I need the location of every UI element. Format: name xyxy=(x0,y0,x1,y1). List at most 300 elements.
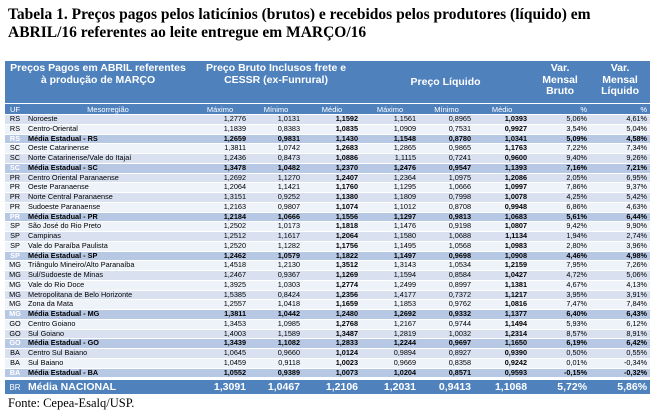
table-cell-var-gross: 8,57% xyxy=(530,329,590,339)
table-cell-var-gross: 2,80% xyxy=(530,241,590,251)
table-cell-name: Centro Oriental Paranaense xyxy=(25,173,191,183)
table-cell-gross-min: 0,8383 xyxy=(249,124,303,134)
table-cell-uf: PR xyxy=(5,173,25,183)
table-cell-uf: GO xyxy=(5,339,25,349)
table-row xyxy=(5,232,650,242)
table-cell-gross-min: 1,1082 xyxy=(249,339,303,349)
table-cell-net-max: 1,2692 xyxy=(361,310,419,320)
table-cell-net-avg: 0,9593 xyxy=(474,368,530,379)
table-cell-var-net: 5,06% xyxy=(590,271,650,281)
table-cell-net-avg: 1,0908 xyxy=(474,251,530,261)
table-cell-gross-min: 0,9389 xyxy=(249,368,303,379)
table-cell-uf: MG xyxy=(5,300,25,310)
table-cell-net-avg: 0,9242 xyxy=(474,358,530,368)
table-cell-name: Média Estadual - BA xyxy=(25,368,191,379)
table-cell-uf: MG xyxy=(5,280,25,290)
table-cell-uf: BA xyxy=(5,358,25,368)
table-cell-net-avg: 0,9390 xyxy=(474,349,530,359)
table-cell-net-max: 1,1853 xyxy=(361,300,419,310)
table-cell-name: Norte Central Paranaense xyxy=(25,193,191,203)
source-note: Fonte: Cepea-Esalq/USP. xyxy=(8,396,135,410)
table-cell-net-avg: 1,1217 xyxy=(474,290,530,300)
table-row xyxy=(5,193,650,203)
table-cell-net-max: 1,1594 xyxy=(361,271,419,281)
table-cell-uf: BR xyxy=(5,379,25,395)
table-cell-var-net: 6,43% xyxy=(590,310,650,320)
table-row xyxy=(5,261,650,271)
header-gross-min: Mínimo xyxy=(249,104,303,115)
table-cell-gross-max: 1,4003 xyxy=(191,329,249,339)
table-cell-net-min: 0,9697 xyxy=(419,339,474,349)
table-cell-net-min: 0,7998 xyxy=(419,193,474,203)
table-cell-net-max: 1,2476 xyxy=(361,163,419,173)
table-cell-net-min: 0,8358 xyxy=(419,358,474,368)
table-cell-net-max: 1,2865 xyxy=(361,144,419,154)
table-cell-gross-avg: 1,2407 xyxy=(303,173,361,183)
table-cell-var-net: 9,26% xyxy=(590,154,650,164)
table-cell-gross-min: 1,1270 xyxy=(249,173,303,183)
table-cell-uf: GO xyxy=(5,319,25,329)
header-prices-paid: Preços Pagos em ABRIL referentes à produção de MARÇO xyxy=(5,61,191,104)
table-cell-gross-avg: 1,0835 xyxy=(303,124,361,134)
table-cell-uf: BA xyxy=(5,349,25,359)
table-cell-gross-avg: 1,2833 xyxy=(303,339,361,349)
table-cell-net-avg: 1,1134 xyxy=(474,232,530,242)
table-cell-net-min: 0,8965 xyxy=(419,115,474,125)
table-row xyxy=(5,115,650,125)
table-cell-name: Centro Goiano xyxy=(25,319,191,329)
table-cell-net-min: 0,9547 xyxy=(419,163,474,173)
table-cell-var-net: 6,12% xyxy=(590,319,650,329)
table-cell-gross-max: 1,2184 xyxy=(191,212,249,222)
table-title: Tabela 1. Preços pagos pelos laticínios (brutos) e recebidos pelos produtores (líquido) em ABRIL/16 referentes ao leite entregue em MARÇO/16 xyxy=(8,6,591,41)
table-cell-name: Sudoeste Paranaense xyxy=(25,202,191,212)
header-gross-avg: Médio xyxy=(303,104,361,115)
table-cell-net-min: 0,7241 xyxy=(419,154,474,164)
table-cell-net-max: 1,1476 xyxy=(361,222,419,232)
table-cell-uf: SP xyxy=(5,222,25,232)
table-cell-gross-max: 1,1839 xyxy=(191,124,249,134)
table-cell-uf: PR xyxy=(5,212,25,222)
national-average-row xyxy=(5,379,650,395)
table-cell-gross-max: 1,2502 xyxy=(191,222,249,232)
table-cell-net-max: 1,1548 xyxy=(361,134,419,144)
table-cell-net-min: 1,0688 xyxy=(419,232,474,242)
header-net-price: Preço Líquido xyxy=(361,61,530,104)
table-cell-var-gross: 6,19% xyxy=(530,339,590,349)
table-cell-gross-min: 0,9367 xyxy=(249,271,303,281)
table-cell-gross-min: 0,9807 xyxy=(249,202,303,212)
table-cell-net-min: 1,0568 xyxy=(419,241,474,251)
table-cell-var-net: 9,37% xyxy=(590,183,650,193)
table-cell-uf: MG xyxy=(5,290,25,300)
table-cell-net-min: 0,8708 xyxy=(419,202,474,212)
table-cell-net-avg: 0,9927 xyxy=(474,124,530,134)
table-cell-net-min: 0,9332 xyxy=(419,310,474,320)
table-cell-net-min: 1,0534 xyxy=(419,261,474,271)
header-pct-gross: % xyxy=(530,104,590,115)
table-cell-net-min: 0,7531 xyxy=(419,124,474,134)
table-cell-gross-max: 1,3478 xyxy=(191,163,249,173)
table-cell-net-min: 0,7372 xyxy=(419,290,474,300)
table-cell-net-avg: 1,0078 xyxy=(474,193,530,203)
table-cell-var-gross: 4,67% xyxy=(530,280,590,290)
table-cell-gross-max: 1,2776 xyxy=(191,115,249,125)
table-cell-net-max: 1,3143 xyxy=(361,261,419,271)
state-average-row xyxy=(5,339,650,349)
table-cell-name: Noroeste xyxy=(25,115,191,125)
table-cell-name: Média Estadual - PR xyxy=(25,212,191,222)
table-cell-gross-avg: 1,1430 xyxy=(303,134,361,144)
table-cell-var-net: -0,32% xyxy=(590,368,650,379)
table-cell-gross-avg: 1,1659 xyxy=(303,300,361,310)
table-cell-net-max: 1,2167 xyxy=(361,319,419,329)
table-cell-uf: MG xyxy=(5,261,25,271)
state-average-row xyxy=(5,212,650,222)
table-cell-uf: BA xyxy=(5,368,25,379)
table-cell-gross-avg: 1,2480 xyxy=(303,310,361,320)
table-cell-var-net: 6,95% xyxy=(590,173,650,183)
table-cell-gross-max: 1,4518 xyxy=(191,261,249,271)
table-cell-gross-avg: 1,2356 xyxy=(303,290,361,300)
table-cell-name: Sul/Sudoeste de Minas xyxy=(25,271,191,281)
table-cell-uf: MG xyxy=(5,271,25,281)
table-cell-name: Vale do Paraíba Paulista xyxy=(25,241,191,251)
table-cell-name: Metropolitana de Belo Horizonte xyxy=(25,290,191,300)
table-row xyxy=(5,154,650,164)
table-cell-var-net: 7,26% xyxy=(590,261,650,271)
state-average-row xyxy=(5,310,650,320)
table-cell-gross-avg: 1,2370 xyxy=(303,163,361,173)
table-cell-var-net: 6,44% xyxy=(590,212,650,222)
table-cell-gross-avg: 1,2774 xyxy=(303,280,361,290)
table-cell-gross-max: 1,0645 xyxy=(191,349,249,359)
table-row xyxy=(5,271,650,281)
table-cell-gross-min: 1,0985 xyxy=(249,319,303,329)
table-cell-gross-avg: 1,1269 xyxy=(303,271,361,281)
table-cell-net-avg: 1,1381 xyxy=(474,280,530,290)
table-cell-uf: PR xyxy=(5,193,25,203)
table-cell-net-min: 0,9698 xyxy=(419,251,474,261)
table-cell-gross-avg: 1,1756 xyxy=(303,241,361,251)
table-cell-var-net: 7,34% xyxy=(590,144,650,154)
table-cell-gross-min: 1,1617 xyxy=(249,232,303,242)
table-cell-var-net: 0,55% xyxy=(590,349,650,359)
table-body xyxy=(5,115,650,379)
state-average-row xyxy=(5,134,650,144)
table-cell-gross-max: 1,2064 xyxy=(191,183,249,193)
table-cell-var-gross: 1,94% xyxy=(530,232,590,242)
table-cell-net-max: 1,1295 xyxy=(361,183,419,193)
table-cell-net-avg: 1,1377 xyxy=(474,310,530,320)
table-cell-var-gross: 6,40% xyxy=(530,310,590,320)
header-var-net: Var. Mensal Líquido xyxy=(590,61,650,104)
table-cell-gross-min: 1,1421 xyxy=(249,183,303,193)
table-cell-uf: SC xyxy=(5,144,25,154)
table-cell-var-gross: 0,50% xyxy=(530,349,590,359)
table-cell-net-max: 1,1580 xyxy=(361,232,419,242)
table-cell-var-net: 4,63% xyxy=(590,202,650,212)
header-gross-max: Máximo xyxy=(191,104,249,115)
table-cell-gross-avg: 1,1074 xyxy=(303,202,361,212)
table-cell-var-gross: 7,22% xyxy=(530,144,590,154)
table-cell-net-min: 0,9413 xyxy=(419,379,474,395)
table-cell-gross-max: 1,0459 xyxy=(191,358,249,368)
table-cell-net-max: 1,0204 xyxy=(361,368,419,379)
table-cell-gross-max: 1,2462 xyxy=(191,251,249,261)
table-cell-var-net: 4,61% xyxy=(590,115,650,125)
table-cell-var-net: 3,96% xyxy=(590,241,650,251)
table-cell-net-max: 1,1115 xyxy=(361,154,419,164)
table-cell-net-avg: 1,1068 xyxy=(474,379,530,395)
table-cell-var-gross: 3,54% xyxy=(530,124,590,134)
table-cell-var-net: -0,34% xyxy=(590,358,650,368)
table-cell-gross-max: 1,3811 xyxy=(191,144,249,154)
table-cell-uf: GO xyxy=(5,329,25,339)
header-gross-price: Preço Bruto Inclusos frete e CESSR (ex-Funrural) xyxy=(191,61,361,104)
table-cell-gross-avg: 1,0886 xyxy=(303,154,361,164)
table-cell-gross-max: 1,2512 xyxy=(191,232,249,242)
table-cell-name: Sul Goiano xyxy=(25,329,191,339)
table-cell-gross-avg: 1,3487 xyxy=(303,329,361,339)
table-cell-net-max: 0,9669 xyxy=(361,358,419,368)
table-cell-gross-max: 1,3439 xyxy=(191,339,249,349)
header-uf: UF xyxy=(5,104,25,115)
table-cell-var-gross: 5,06% xyxy=(530,115,590,125)
table-row xyxy=(5,202,650,212)
table-cell-var-gross: 4,72% xyxy=(530,271,590,281)
table-cell-net-avg: 1,0807 xyxy=(474,222,530,232)
table-cell-net-max: 1,2499 xyxy=(361,280,419,290)
table-cell-name: Média Estadual - SP xyxy=(25,251,191,261)
table-cell-gross-max: 1,3811 xyxy=(191,310,249,320)
table-cell-net-max: 1,4177 xyxy=(361,290,419,300)
table-cell-gross-avg: 1,1592 xyxy=(303,115,361,125)
table-cell-uf: SP xyxy=(5,251,25,261)
table-cell-gross-max: 1,2520 xyxy=(191,241,249,251)
table-cell-var-gross: 4,46% xyxy=(530,251,590,261)
table-cell-net-min: 0,9744 xyxy=(419,319,474,329)
table-cell-var-gross: 6,86% xyxy=(530,202,590,212)
table-cell-net-max: 1,2031 xyxy=(361,379,419,395)
table-cell-var-gross: 2,05% xyxy=(530,173,590,183)
table-row xyxy=(5,124,650,134)
table-cell-net-min: 0,8571 xyxy=(419,368,474,379)
table-cell-gross-max: 1,3925 xyxy=(191,280,249,290)
table-cell-gross-avg: 1,2683 xyxy=(303,144,361,154)
table-cell-gross-min: 1,0131 xyxy=(249,115,303,125)
table-cell-uf: MG xyxy=(5,310,25,320)
table-cell-name: Norte Catarinense/Vale do Itajaí xyxy=(25,154,191,164)
table-cell-gross-min: 1,0418 xyxy=(249,300,303,310)
table-row xyxy=(5,319,650,329)
table-cell-gross-avg: 1,1760 xyxy=(303,183,361,193)
table-cell-name: Triângulo Mineiro/Alto Paranaíba xyxy=(25,261,191,271)
table-cell-net-avg: 1,0816 xyxy=(474,300,530,310)
table-cell-gross-avg: 1,1822 xyxy=(303,251,361,261)
table-cell-gross-max: 1,2467 xyxy=(191,271,249,281)
table-cell-uf: PR xyxy=(5,202,25,212)
table-cell-gross-max: 1,3453 xyxy=(191,319,249,329)
table-cell-net-min: 0,9813 xyxy=(419,212,474,222)
table-cell-gross-max: 1,3151 xyxy=(191,193,249,203)
table-cell-net-min: 0,9762 xyxy=(419,300,474,310)
header-var-gross: Var. Mensal Bruto xyxy=(530,61,590,104)
table-cell-var-net: 5,42% xyxy=(590,193,650,203)
table-cell-name: Vale do Rio Doce xyxy=(25,280,191,290)
table-cell-var-gross: 0,01% xyxy=(530,358,590,368)
table-cell-net-min: 0,9198 xyxy=(419,222,474,232)
table-cell-gross-avg: 1,2768 xyxy=(303,319,361,329)
table-cell-var-net: 4,13% xyxy=(590,280,650,290)
table-cell-gross-max: 1,2163 xyxy=(191,202,249,212)
table-cell-var-net: 5,04% xyxy=(590,124,650,134)
table-cell-net-min: 1,0666 xyxy=(419,183,474,193)
table-cell-var-gross: 3,95% xyxy=(530,290,590,300)
table-cell-name: Oeste Paranaense xyxy=(25,183,191,193)
table-cell-net-max: 1,0909 xyxy=(361,124,419,134)
table-cell-net-avg: 0,9948 xyxy=(474,202,530,212)
table-cell-var-gross: 5,72% xyxy=(530,379,590,395)
table-cell-gross-avg: 1,3512 xyxy=(303,261,361,271)
table-cell-gross-min: 1,0442 xyxy=(249,310,303,320)
table-cell-gross-min: 1,0579 xyxy=(249,251,303,261)
table-cell-name: Campinas xyxy=(25,232,191,242)
table-row xyxy=(5,329,650,339)
table-cell-var-gross: 5,09% xyxy=(530,134,590,144)
table-cell-net-avg: 1,2086 xyxy=(474,173,530,183)
table-cell-var-gross: 7,86% xyxy=(530,183,590,193)
table-cell-name: Oeste Catarinense xyxy=(25,144,191,154)
table-cell-uf: SP xyxy=(5,232,25,242)
table-cell-var-gross: -0,15% xyxy=(530,368,590,379)
table-cell-net-avg: 1,1494 xyxy=(474,319,530,329)
table-cell-gross-max: 1,2557 xyxy=(191,300,249,310)
table-cell-net-max: 1,1809 xyxy=(361,193,419,203)
header-net-avg: Médio xyxy=(474,104,530,115)
state-average-row xyxy=(5,163,650,173)
table-cell-gross-avg: 1,2064 xyxy=(303,232,361,242)
table-cell-gross-avg: 1,0023 xyxy=(303,358,361,368)
table-cell-gross-max: 1,2659 xyxy=(191,134,249,144)
table-row xyxy=(5,183,650,193)
table-cell-uf: SC xyxy=(5,154,25,164)
table-cell-gross-min: 0,9118 xyxy=(249,358,303,368)
table-cell-var-gross: 9,40% xyxy=(530,154,590,164)
header-pct-net: % xyxy=(590,104,650,115)
table-cell-name: Zona da Mata xyxy=(25,300,191,310)
table-row xyxy=(5,173,650,183)
table-cell-var-net: 8,91% xyxy=(590,329,650,339)
table-cell-name: Sul Baiano xyxy=(25,358,191,368)
table-cell-gross-max: 1,3091 xyxy=(191,379,249,395)
table-cell-net-max: 1,1561 xyxy=(361,115,419,125)
table-cell-gross-min: 1,1589 xyxy=(249,329,303,339)
table-cell-name: Média Estadual - MG xyxy=(25,310,191,320)
table-cell-var-net: 2,74% xyxy=(590,232,650,242)
header-net-min: Mínimo xyxy=(419,104,474,115)
table-cell-net-min: 0,8780 xyxy=(419,134,474,144)
table-row xyxy=(5,290,650,300)
table-row xyxy=(5,222,650,232)
table-cell-gross-max: 1,2692 xyxy=(191,173,249,183)
table-cell-net-avg: 1,2314 xyxy=(474,329,530,339)
table-cell-uf: SP xyxy=(5,241,25,251)
table-cell-name: Média Estadual - GO xyxy=(25,339,191,349)
table-cell-gross-max: 1,0552 xyxy=(191,368,249,379)
table-cell-net-avg: 1,2159 xyxy=(474,261,530,271)
table-row xyxy=(5,280,650,290)
table-cell-gross-max: 1,2436 xyxy=(191,154,249,164)
table-cell-gross-min: 0,8473 xyxy=(249,154,303,164)
table-cell-gross-min: 1,0467 xyxy=(249,379,303,395)
table-cell-gross-min: 0,9660 xyxy=(249,349,303,359)
table-cell-uf: RS xyxy=(5,124,25,134)
table-cell-gross-avg: 1,1556 xyxy=(303,212,361,222)
table-cell-uf: RS xyxy=(5,134,25,144)
table-cell-gross-min: 1,0666 xyxy=(249,212,303,222)
state-average-row xyxy=(5,368,650,379)
table-cell-gross-min: 1,1282 xyxy=(249,241,303,251)
table-cell-gross-avg: 1,1380 xyxy=(303,193,361,203)
table-cell-net-min: 1,0032 xyxy=(419,329,474,339)
table-cell-gross-min: 1,0303 xyxy=(249,280,303,290)
table-cell-net-min: 1,0975 xyxy=(419,173,474,183)
table-cell-net-max: 1,2244 xyxy=(361,339,419,349)
table-cell-net-max: 1,2819 xyxy=(361,329,419,339)
table-cell-gross-max: 1,5385 xyxy=(191,290,249,300)
table-cell-var-gross: 5,93% xyxy=(530,319,590,329)
table-cell-var-net: 4,58% xyxy=(590,134,650,144)
table-cell-net-avg: 0,9600 xyxy=(474,154,530,164)
table-cell-net-max: 0,9894 xyxy=(361,349,419,359)
table-cell-net-avg: 1,0983 xyxy=(474,241,530,251)
table-cell-gross-min: 1,0482 xyxy=(249,163,303,173)
table-cell-net-max: 1,1297 xyxy=(361,212,419,222)
table-cell-net-max: 1,1012 xyxy=(361,202,419,212)
table-cell-uf: PR xyxy=(5,183,25,193)
table-cell-net-avg: 1,1650 xyxy=(474,339,530,349)
table-row xyxy=(5,300,650,310)
table-cell-gross-avg: 1,0073 xyxy=(303,368,361,379)
table-cell-net-avg: 1,1763 xyxy=(474,144,530,154)
table-cell-var-gross: 7,47% xyxy=(530,300,590,310)
table-cell-gross-avg: 1,2106 xyxy=(303,379,361,395)
table-row xyxy=(5,349,650,359)
table-cell-name: Centro Sul Baiano xyxy=(25,349,191,359)
table-cell-gross-min: 1,0742 xyxy=(249,144,303,154)
table-cell-gross-avg: 1,0124 xyxy=(303,349,361,359)
price-table xyxy=(5,61,650,398)
table-cell-gross-avg: 1,1818 xyxy=(303,222,361,232)
table-cell-net-min: 0,8584 xyxy=(419,271,474,281)
table-cell-name: São José do Rio Preto xyxy=(25,222,191,232)
table-cell-var-net: 7,84% xyxy=(590,300,650,310)
table-cell-var-net: 4,98% xyxy=(590,251,650,261)
table-cell-name: Média Estadual - SC xyxy=(25,163,191,173)
table-cell-gross-min: 1,0173 xyxy=(249,222,303,232)
header-mesoregion: Mesorregião xyxy=(25,104,191,115)
table-row xyxy=(5,144,650,154)
table-cell-net-avg: 1,0997 xyxy=(474,183,530,193)
table-row xyxy=(5,358,650,368)
table-cell-net-min: 0,9865 xyxy=(419,144,474,154)
header-net-max: Máximo xyxy=(361,104,419,115)
table-cell-gross-min: 1,2130 xyxy=(249,261,303,271)
table-cell-uf: RS xyxy=(5,115,25,125)
table-cell-net-min: 0,8997 xyxy=(419,280,474,290)
table-cell-gross-min: 0,9252 xyxy=(249,193,303,203)
